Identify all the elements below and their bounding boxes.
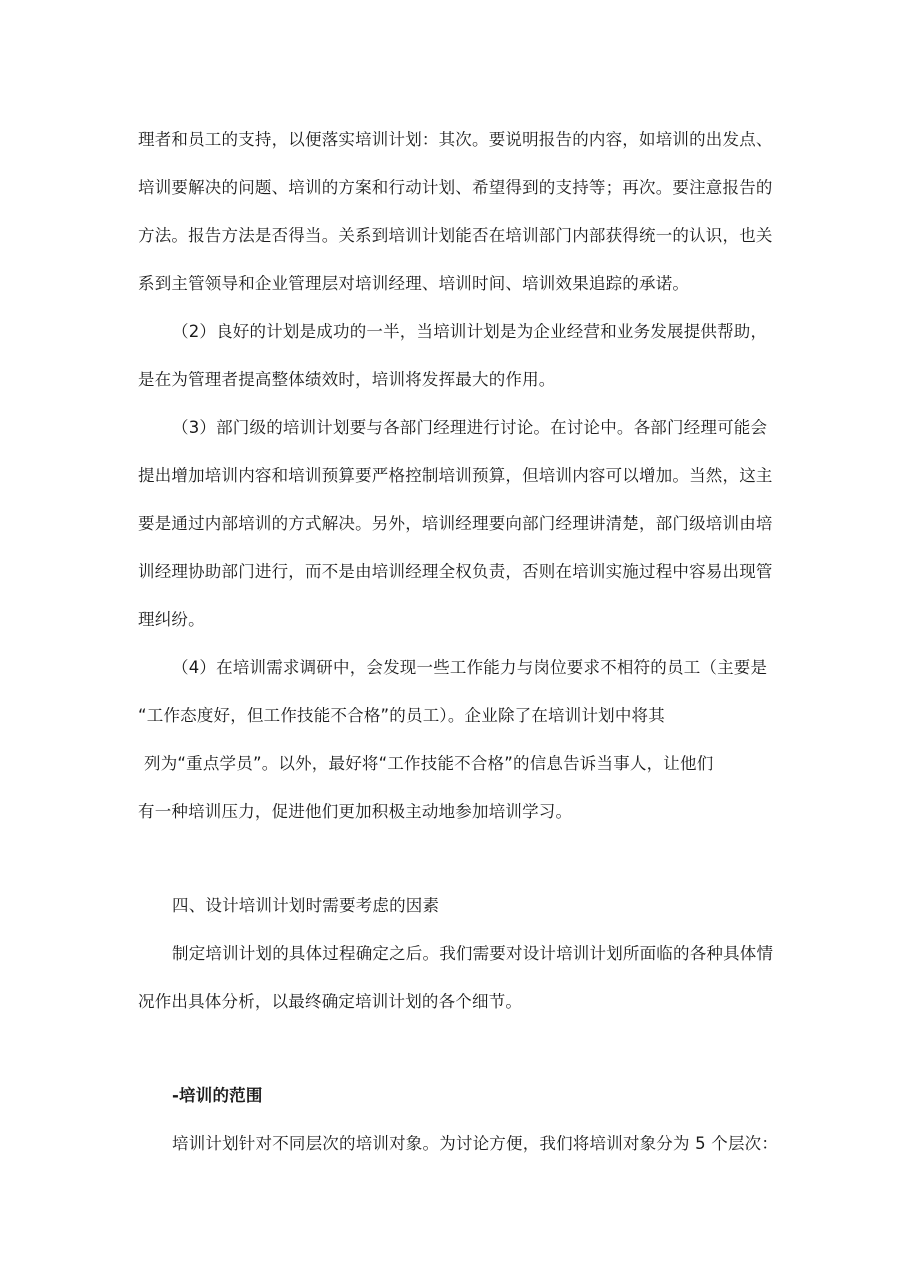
paragraph-line: 况作出具体分析，以最终确定培训计划的各个细节。	[138, 992, 523, 1011]
paragraph-line: 要是通过内部培训的方式解决。另外，培训经理要向部门经理讲清楚，部门级培训由培	[138, 514, 773, 533]
paragraph-line: 理者和员工的支持，以便落实培训计划：其次。要说明报告的内容，如培训的出发点、	[138, 130, 773, 149]
paragraph-line: 理纠纷。	[138, 610, 205, 629]
paragraph-line: （2）良好的计划是成功的一半，当培训计划是为企业经营和业务发展提供帮助，	[172, 322, 768, 341]
paragraph-line: 方法。报告方法是否得当。关系到培训计划能否在培训部门内部获得统一的认识，也关	[138, 226, 773, 245]
paragraph-line: 提出增加培训内容和培训预算要严格控制培训预算，但培训内容可以增加。当然，这主	[138, 466, 773, 485]
paragraph-line: 有一种培训压力，促进他们更加积极主动地参加培训学习。	[138, 802, 573, 821]
paragraph-line: 系到主管领导和企业管理层对培训经理、培训时间、培训效果追踪的承诺。	[138, 274, 690, 293]
subsection-heading: -培训的范围	[172, 1086, 263, 1105]
paragraph-line: 训经理协助部门进行，而不是由培训经理全权负责，否则在培训实施过程中容易出现管	[138, 562, 773, 581]
paragraph-line: 列为“重点学员”。以外，最好将“工作技能不合格”的信息告诉当事人，让他们	[144, 754, 714, 773]
paragraph-line: （3）部门级的培训计划要与各部门经理进行讨论。在讨论中。各部门经理可能会	[172, 418, 768, 437]
paragraph-line: （4）在培训需求调研中，会发现一些工作能力与岗位要求不相符的员工（主要是	[172, 658, 768, 677]
paragraph-line: “工作态度好，但工作技能不合格”的员工）。企业除了在培训计划中将其	[138, 706, 665, 725]
paragraph-line: 是在为管理者提高整体绩效时，培训将发挥最大的作用。	[138, 370, 556, 389]
paragraph-line: 培训要解决的问题、培训的方案和行动计划、希望得到的支持等；再次。要注意报告的	[138, 178, 773, 197]
section-heading: 四、设计培训计划时需要考虑的因素	[172, 896, 440, 915]
paragraph-line: 培训计划针对不同层次的培训对象。为讨论方便，我们将培训对象分为 5 个层次：	[172, 1134, 779, 1153]
paragraph-line: 制定培训计划的具体过程确定之后。我们需要对设计培训计划所面临的各种具体情	[172, 944, 774, 963]
